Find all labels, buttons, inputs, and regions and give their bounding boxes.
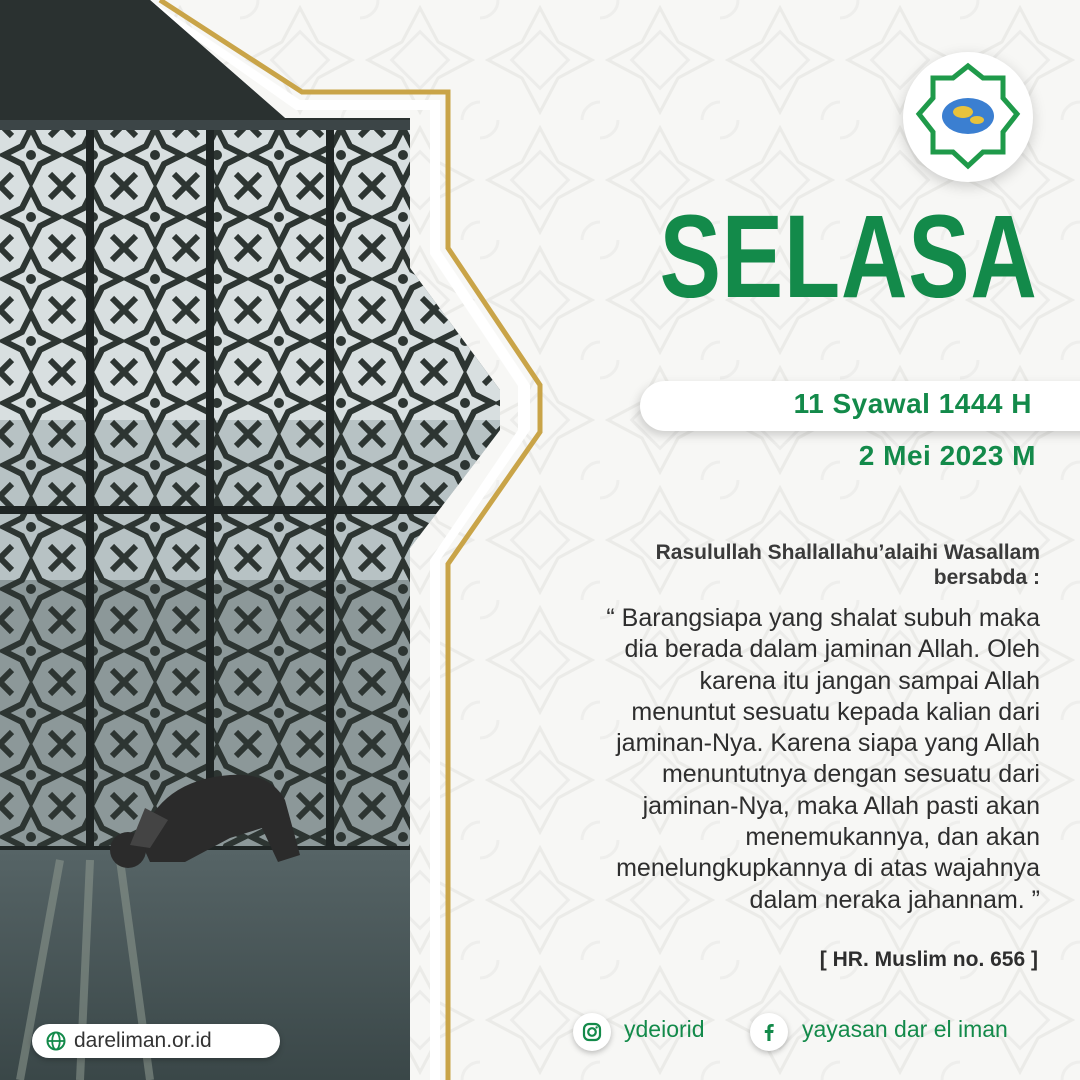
instagram-icon: [582, 1022, 602, 1042]
quote-line: jaminan-Nya. Karena siapa yang Allah: [616, 729, 1040, 758]
quote-line: menuntutnya dengan sesuatu dari: [661, 760, 1040, 789]
day-title: SELASA: [659, 191, 1038, 323]
quote-line: karena itu jangan sampai Allah: [699, 666, 1040, 695]
facebook-icon: [759, 1022, 779, 1042]
gregorian-date: 2 Mei 2023 M: [858, 440, 1036, 471]
hadith-intro-line: Rasulullah Shallallahu’alaihi Wasallam: [655, 541, 1040, 564]
instagram-link[interactable]: [573, 1013, 611, 1051]
instagram-handle[interactable]: ydeiorid: [624, 1016, 705, 1042]
quote-line: menemukannya, dan akan: [745, 823, 1040, 852]
hadith-source: [ HR. Muslim no. 656 ]: [819, 948, 1038, 971]
facebook-link[interactable]: [750, 1013, 788, 1051]
quote-line: menuntut sesuatu kepada kalian dari: [631, 697, 1040, 726]
quote-line: dia berada dalam jaminan Allah. Oleh: [624, 635, 1040, 664]
hadith-intro: [540, 540, 1040, 590]
hadith-intro-line: bersabda :: [933, 566, 1040, 589]
hadith-quote: [500, 603, 1040, 916]
logo-emblem-icon: [903, 52, 1033, 182]
facebook-page[interactable]: yayasan dar el iman: [802, 1016, 1008, 1042]
quote-line: “ Barangsiapa yang shalat subuh maka: [606, 604, 1040, 632]
quote-line: jaminan-Nya, maka Allah pasti akan: [642, 791, 1040, 820]
hijri-date: 11 Syawal 1444 H: [793, 388, 1032, 419]
quote-line: dalam neraka jahannam. ”: [749, 885, 1040, 914]
globe-icon: [46, 1031, 66, 1051]
quote-line: menelungkupkannya di atas wajahnya: [616, 854, 1040, 883]
organization-logo: [903, 52, 1033, 182]
website-text[interactable]: dareliman.or.id: [74, 1029, 212, 1052]
